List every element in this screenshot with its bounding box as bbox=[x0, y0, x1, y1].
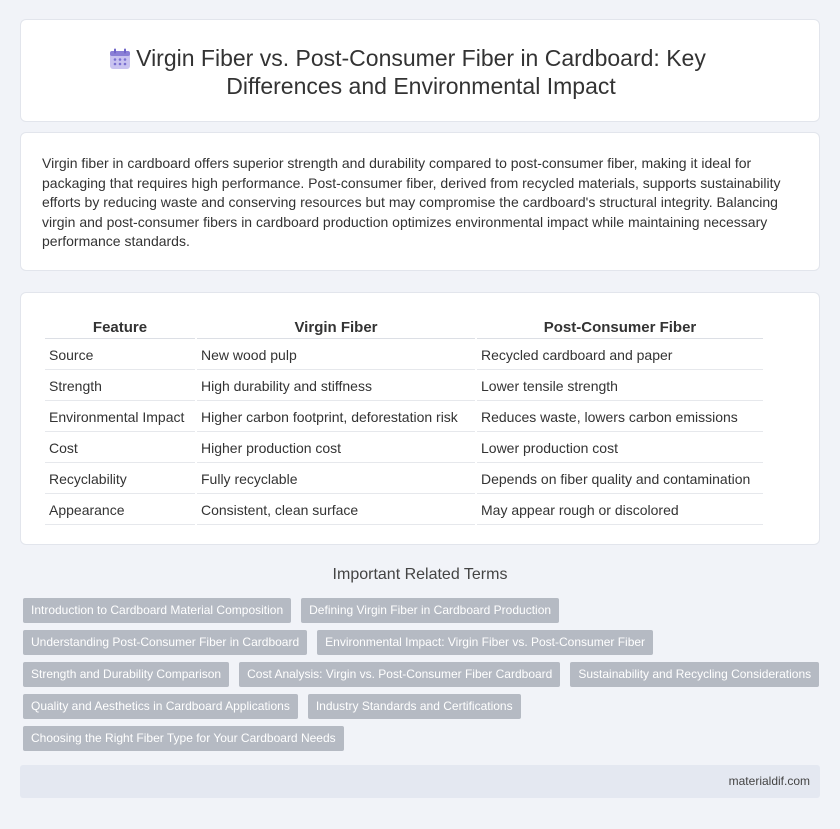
related-term-tag[interactable]: Strength and Durability Comparison bbox=[23, 662, 229, 687]
tag-row bbox=[23, 598, 823, 630]
related-term-tag[interactable]: Sustainability and Recycling Considerations bbox=[570, 662, 819, 687]
tag-row bbox=[23, 630, 823, 662]
related-term-tag[interactable]: Environmental Impact: Virgin Fiber vs. Post-Consumer Fiber bbox=[317, 630, 653, 655]
virgin-cell: Higher production cost bbox=[197, 434, 475, 463]
footer-site-link[interactable]: materialdif.com bbox=[728, 774, 810, 788]
table-row bbox=[45, 465, 763, 494]
post-consumer-cell: Reduces waste, lowers carbon emissions bbox=[477, 403, 763, 432]
header-card bbox=[20, 19, 820, 122]
header-virgin-fiber: Virgin Fiber bbox=[197, 319, 475, 339]
virgin-cell: High durability and stiffness bbox=[197, 372, 475, 401]
related-term-tag[interactable]: Introduction to Cardboard Material Composition bbox=[23, 598, 291, 623]
related-term-tag[interactable]: Understanding Post-Consumer Fiber in Cardboard bbox=[23, 630, 307, 655]
post-consumer-cell: Lower production cost bbox=[477, 434, 763, 463]
header-post-consumer-fiber: Post-Consumer Fiber bbox=[477, 319, 763, 339]
page-title: Virgin Fiber vs. Post-Consumer Fiber in Cardboard: Key Differences and Environmental Impact bbox=[136, 45, 706, 99]
comparison-table bbox=[43, 317, 765, 527]
related-term-tag[interactable]: Quality and Aesthetics in Cardboard Applications bbox=[23, 694, 298, 719]
related-term-tag[interactable]: Choosing the Right Fiber Type for Your Cardboard Needs bbox=[23, 726, 344, 751]
intro-card bbox=[20, 132, 820, 271]
header-feature: Feature bbox=[45, 319, 195, 339]
post-consumer-cell: May appear rough or discolored bbox=[477, 496, 763, 525]
related-term-tag[interactable]: Defining Virgin Fiber in Cardboard Production bbox=[301, 598, 559, 623]
intro-paragraph: Virgin fiber in cardboard offers superior strength and durability compared to post-consumer fiber, making it ideal for packaging that requires high performance. Post-consumer fiber, derived from recycled materials, supports sustainability efforts by reducing waste and conserving resources but may compromise the cardboard's structural integrity. Balancing virgin and post-consumer fibers in cardboard production optimizes environmental impact while maintaining necessary performance standards. bbox=[42, 155, 781, 249]
virgin-cell: Higher carbon footprint, deforestation risk bbox=[197, 403, 475, 432]
tag-row bbox=[23, 694, 823, 726]
feature-cell: Source bbox=[45, 341, 195, 370]
related-terms-title: Important Related Terms bbox=[332, 566, 508, 583]
virgin-cell: Fully recyclable bbox=[197, 465, 475, 494]
table-header-row bbox=[45, 319, 763, 339]
post-consumer-cell: Lower tensile strength bbox=[477, 372, 763, 401]
calendar-grid-icon bbox=[109, 48, 131, 70]
related-term-tag[interactable]: Cost Analysis: Virgin vs. Post-Consumer Fiber Cardboard bbox=[239, 662, 560, 687]
feature-cell: Strength bbox=[45, 372, 195, 401]
feature-cell: Appearance bbox=[45, 496, 195, 525]
related-term-tag[interactable]: Industry Standards and Certifications bbox=[308, 694, 521, 719]
post-consumer-cell: Depends on fiber quality and contamination bbox=[477, 465, 763, 494]
feature-cell: Environmental Impact bbox=[45, 403, 195, 432]
table-row bbox=[45, 372, 763, 401]
footer bbox=[20, 765, 820, 798]
table-row bbox=[45, 403, 763, 432]
virgin-cell: Consistent, clean surface bbox=[197, 496, 475, 525]
virgin-cell: New wood pulp bbox=[197, 341, 475, 370]
feature-cell: Cost bbox=[45, 434, 195, 463]
table-row bbox=[45, 341, 763, 370]
table-row bbox=[45, 434, 763, 463]
tag-row bbox=[23, 662, 823, 694]
comparison-card bbox=[20, 292, 820, 545]
table-row bbox=[45, 496, 763, 525]
title-wrap bbox=[21, 44, 821, 100]
tag-row bbox=[23, 726, 823, 758]
related-terms-tags bbox=[23, 598, 823, 758]
post-consumer-cell: Recycled cardboard and paper bbox=[477, 341, 763, 370]
feature-cell: Recyclability bbox=[45, 465, 195, 494]
